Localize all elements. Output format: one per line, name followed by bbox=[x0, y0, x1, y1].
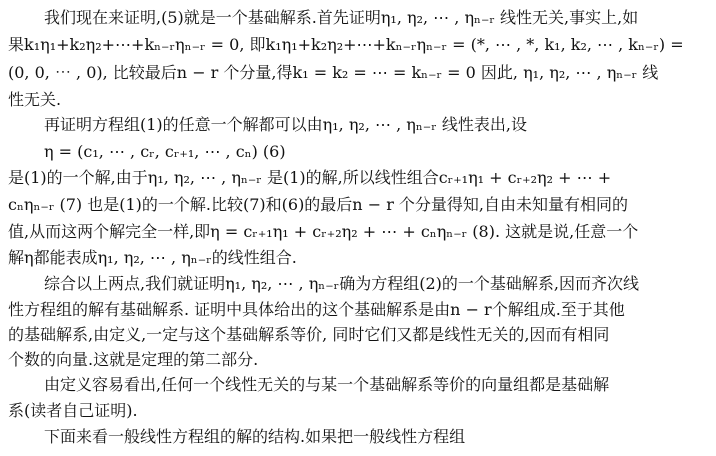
text-line-16: 系(读者自己证明). bbox=[8, 401, 138, 420]
text-line-14: 个数的向量.这就是定理的第二部分. bbox=[8, 350, 259, 369]
text-line-5: 再证明方程组(1)的任意一个解都可以由η₁, η₂, ⋯ , ηₙ₋ᵣ 线性表出,设 bbox=[44, 115, 527, 134]
text-line-17: 下面来看一般线性方程组的解的结构.如果把一般线性方程组 bbox=[44, 427, 466, 446]
text-line-7: 是(1)的一个解,由于η₁, η₂, ⋯ , ηₙ₋ᵣ 是(1)的解,所以线性组合cᵣ₊₁η₁ + cᵣ₊₂η₂ + ⋯ + bbox=[8, 168, 612, 187]
text-line-4: 性无关. bbox=[8, 90, 62, 109]
text-line-1: 我们现在来证明,(5)就是一个基础解系.首先证明η₁, η₂, ⋯ , ηₙ₋ᵣ 线性无关,事实上,如 bbox=[44, 8, 639, 27]
text-line-13: 的基础解系,由定义,一定与这个基础解系等价, 同时它们又都是线性无关的,因而有相同 bbox=[8, 325, 610, 344]
text-line-9: 值,从而这两个解完全一样,即η = cᵣ₊₁η₁ + cᵣ₊₂η₂ + ⋯ + cₙηₙ₋ᵣ (8). 这就是说,任意一个 bbox=[8, 222, 639, 241]
text-line-12: 性方程组的解有基础解系. 证明中具体给出的这个基础解系是由n − r个解组成.至于其他 bbox=[8, 300, 625, 319]
text-line-15: 由定义容易看出,任何一个线性无关的与某一个基础解系等价的向量组都是基础解 bbox=[44, 375, 610, 394]
text-line-11: 综合以上两点,我们就证明η₁, η₂, ⋯ , ηₙ₋ᵣ确为方程组(2)的一个基础解系,因而齐次线 bbox=[44, 274, 639, 293]
text-line-2: 果k₁η₁+k₂η₂+⋯+kₙ₋ᵣηₙ₋ᵣ = 0, 即k₁η₁+k₂η₂+⋯+kₙ₋ᵣηₙ₋ᵣ = (*, ⋯ , *, k₁, k₂, ⋯ , kₙ₋ᵣ) = bbox=[8, 35, 684, 54]
equation-6: η = (c₁, ⋯ , cᵣ, cᵣ₊₁, ⋯ , cₙ) (6) bbox=[44, 142, 286, 161]
text-line-10: 解η都能表成η₁, η₂, ⋯ , ηₙ₋ᵣ的线性组合. bbox=[8, 248, 297, 267]
text-line-8: cₙηₙ₋ᵣ (7) 也是(1)的一个解.比较(7)和(6)的最后n − r 个分量得知,自由未知量有相同的 bbox=[8, 195, 629, 214]
text-line-3: (0, 0, ⋯ , 0), 比较最后n − r 个分量,得k₁ = k₂ = ⋯ = kₙ₋ᵣ = 0 因此, η₁, η₂, ⋯ , ηₙ₋ᵣ 线 bbox=[8, 63, 659, 82]
